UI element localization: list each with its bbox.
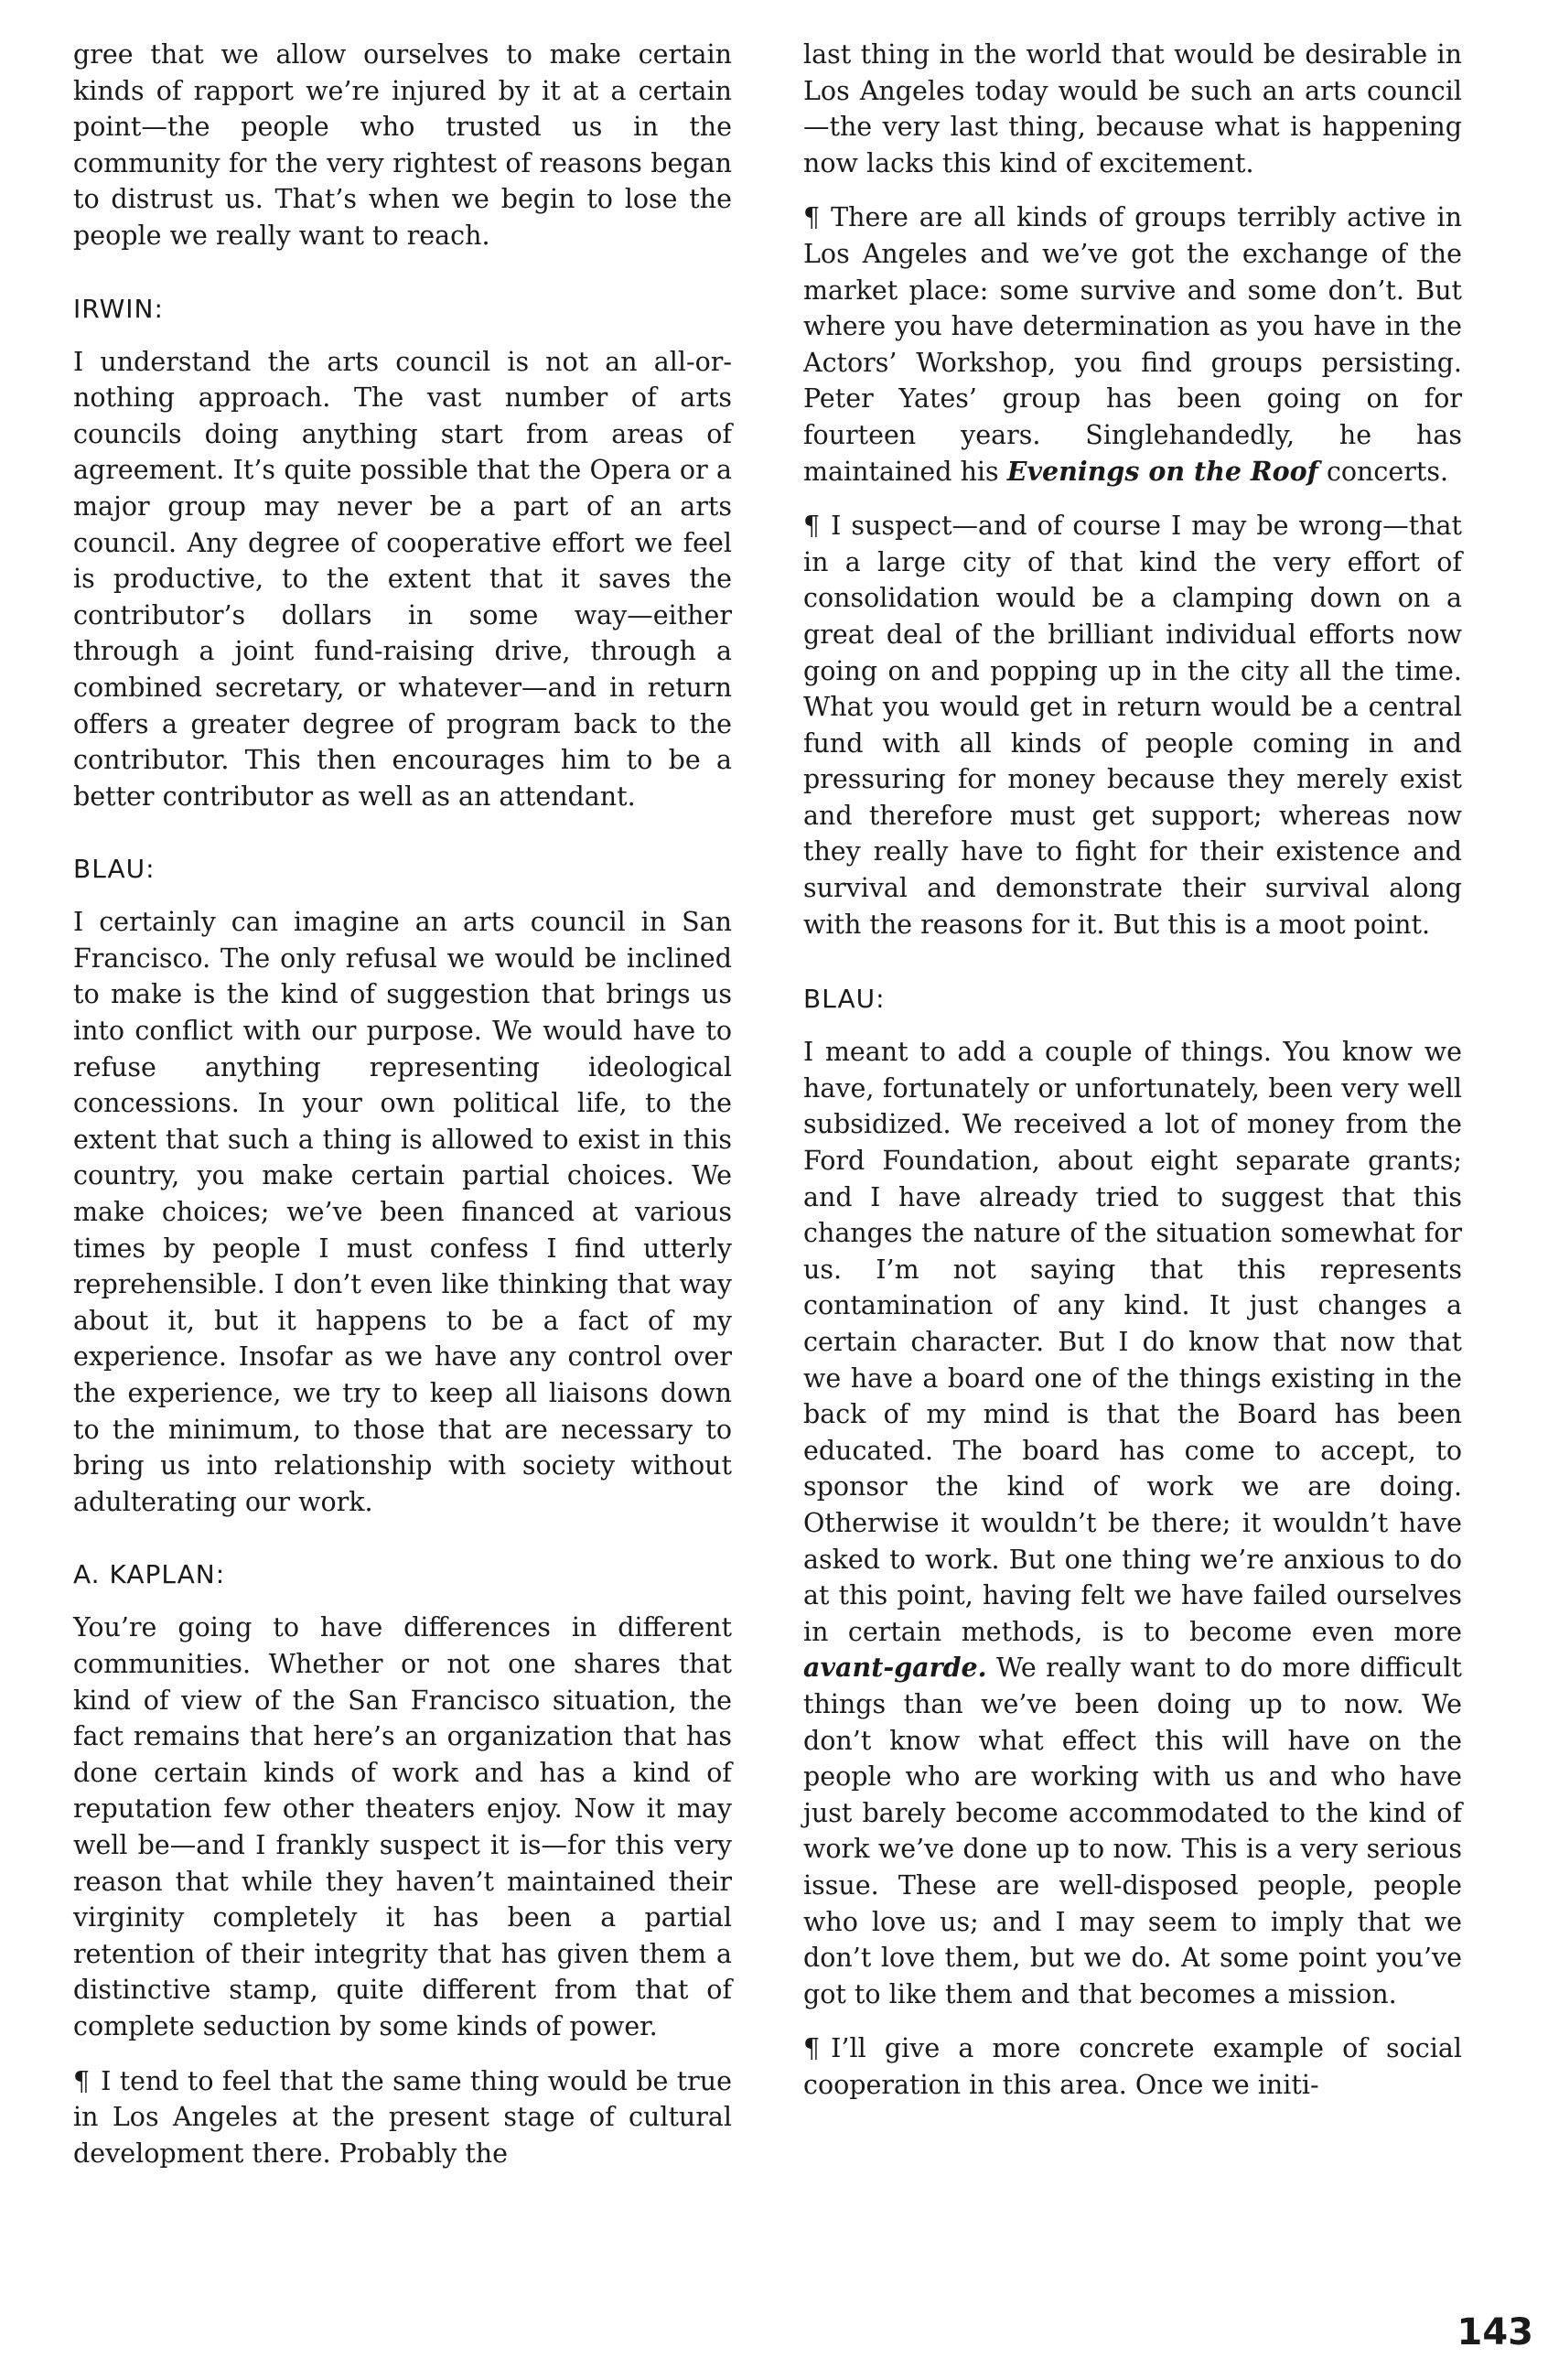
speaker-blau-2: BLAU:: [803, 984, 886, 1015]
pilcrow-mark: ¶: [803, 202, 821, 233]
blau-paragraph-3: [803, 2030, 1462, 2103]
blau-text-before: I meant to add a couple of things. You know we have, fortunately or unfortunately, been very well subsidized. We received a lot of money from the Ford Foundation, about eight separate grants; and I have already tried to suggest that this changes the nature of the situation somewhat for us. I’m not saying that this represents contamination of any kind. It just changes a certain character. But I do know that now that we have a board one of the things existing in the back of my mind is that the Board has been educated. The board has come to accept, to sponsor the kind of work we are doing. Otherwise it wouldn’t be there; it wouldn’t have asked to work. But one thing we’re anxious to do at this point, having felt we have failed ourselves in certain methods, is to become even more: [803, 1037, 1462, 1647]
speaker-kaplan: A. KAPLAN:: [73, 1559, 226, 1590]
page-number: 143: [1457, 2311, 1533, 2353]
irwin-paragraph: I understand the arts council is not an all-or-nothing approach. The vast number of arts councils doing anything start from areas of agreement. It’s quite possible that the Opera or a major group may never be a part of an arts council. Any degree of cooperative effort we feel is productive, to the extent that it saves the contributor’s dollars in some way—either through a joint fund-raising drive, through a combined secretary, or whatever—and in return offers a greater degree of program back to the contributor. This then encourages him to be a better contributor as well as an attendant.: [73, 346, 732, 812]
kaplan-paragraph-1: You’re going to have differences in different communities. Whether or not one shares that kind of view of the San Francisco situation, the fact remains that here’s an organization that has done certain kinds of work and has a kind of reputation few other theaters enjoy. Now it may well be—and I frankly suspect it is—for this very reason that while they haven’t maintained their virginity completely it has been a partial retention of their integrity that has given them a distinctive stamp, quite different from that of complete seduction by some kinds of power.: [73, 1612, 732, 2041]
blau-text-after: We really want to do more difficult things than we’ve been doing up to now. We don’t know what effect this will have on the people who are working with us and who have just barely become accommodated to the kind of work we’ve done up to now. This is a very serious issue. These are well-disposed people, people who love us; and I may seem to imply that we don’t love them, but we do. At some point you’ve got to like them and that becomes a mission.: [803, 1653, 1462, 2009]
avant-garde-term: avant-garde.: [803, 1652, 987, 1684]
right-column: [803, 37, 1462, 2103]
paragraph-continued-right: last thing in the world that would be desirable in Los Angeles today would be such an arts council—the very last thing, because what is happening now lacks this kind of excitement.: [803, 39, 1462, 178]
blau-paragraph: I certainly can imagine an arts council in San Francisco. The only refusal we would be inclined to make is the kind of suggestion that brings us into conflict with our purpose. We would have to refuse anything representing ideological concessions. In your own political life, to the extent that such a thing is allowed to exist in this country, you make certain partial choices. We make choices; we’ve been financed at various times by people I must confess I find utterly reprehensible. I don’t even like thinking that way about it, but it happens to be a fact of my experience. Insofar as we have any control over the experience, we try to keep all liaisons down to the minimum, to those that are necessary to bring us into relationship with society without adulterating our work.: [73, 907, 732, 1517]
concert-series-title: Evenings on the Roof: [1006, 455, 1318, 487]
suspect-paragraph: [803, 508, 1462, 942]
groups-text-after: concerts.: [1326, 456, 1449, 487]
groups-paragraph: [803, 199, 1462, 490]
blau-paragraph-2: [803, 1034, 1462, 2012]
kaplan-paragraph-2-text: I tend to feel that the same thing would be true in Los Angeles at the present stage of cultural development there. Probably the: [73, 2065, 732, 2169]
speaker-irwin: IRWIN:: [73, 293, 164, 324]
pilcrow-mark: ¶: [803, 511, 821, 542]
pilcrow-mark: ¶: [73, 2065, 91, 2096]
groups-text-before: There are all kinds of groups terribly active in Los Angeles and we’ve got the exchange of the market place: some survive and some don’t. But where you have determination as you have in the Actors’ Workshop, you find groups persisting. Peter Yates’ group has been going on for fourteen years. Singlehandedly, he has maintained his: [803, 202, 1462, 487]
left-column: [73, 37, 732, 2171]
blau-paragraph-3-text: I’ll give a more concrete example of social cooperation in this area. Once we initi-: [803, 2033, 1462, 2100]
paragraph-continued: gree that we allow ourselves to make certain kinds of rapport we’re injured by it at a certain point—the people who trusted us in the community for the very rightest of reasons began to distrust us. That’s when we begin to lose the people we really want to reach.: [73, 39, 732, 251]
kaplan-paragraph-2: [73, 2063, 732, 2172]
suspect-text: I suspect—and of course I may be wrong—that in a large city of that kind the very effort of consolidation would be a clamping down on a great deal of the brilliant individual efforts now going on and popping up in the city all the time. What you would get in return would be a central fund with all kinds of people coming in and pressuring for money because they merely exist and therefore must get support; whereas now they really have to fight for their existence and survival and demonstrate their survival along with the reasons for it. But this is a moot point.: [803, 511, 1462, 940]
speaker-blau: BLAU:: [73, 854, 156, 885]
pilcrow-mark: ¶: [803, 2033, 821, 2064]
